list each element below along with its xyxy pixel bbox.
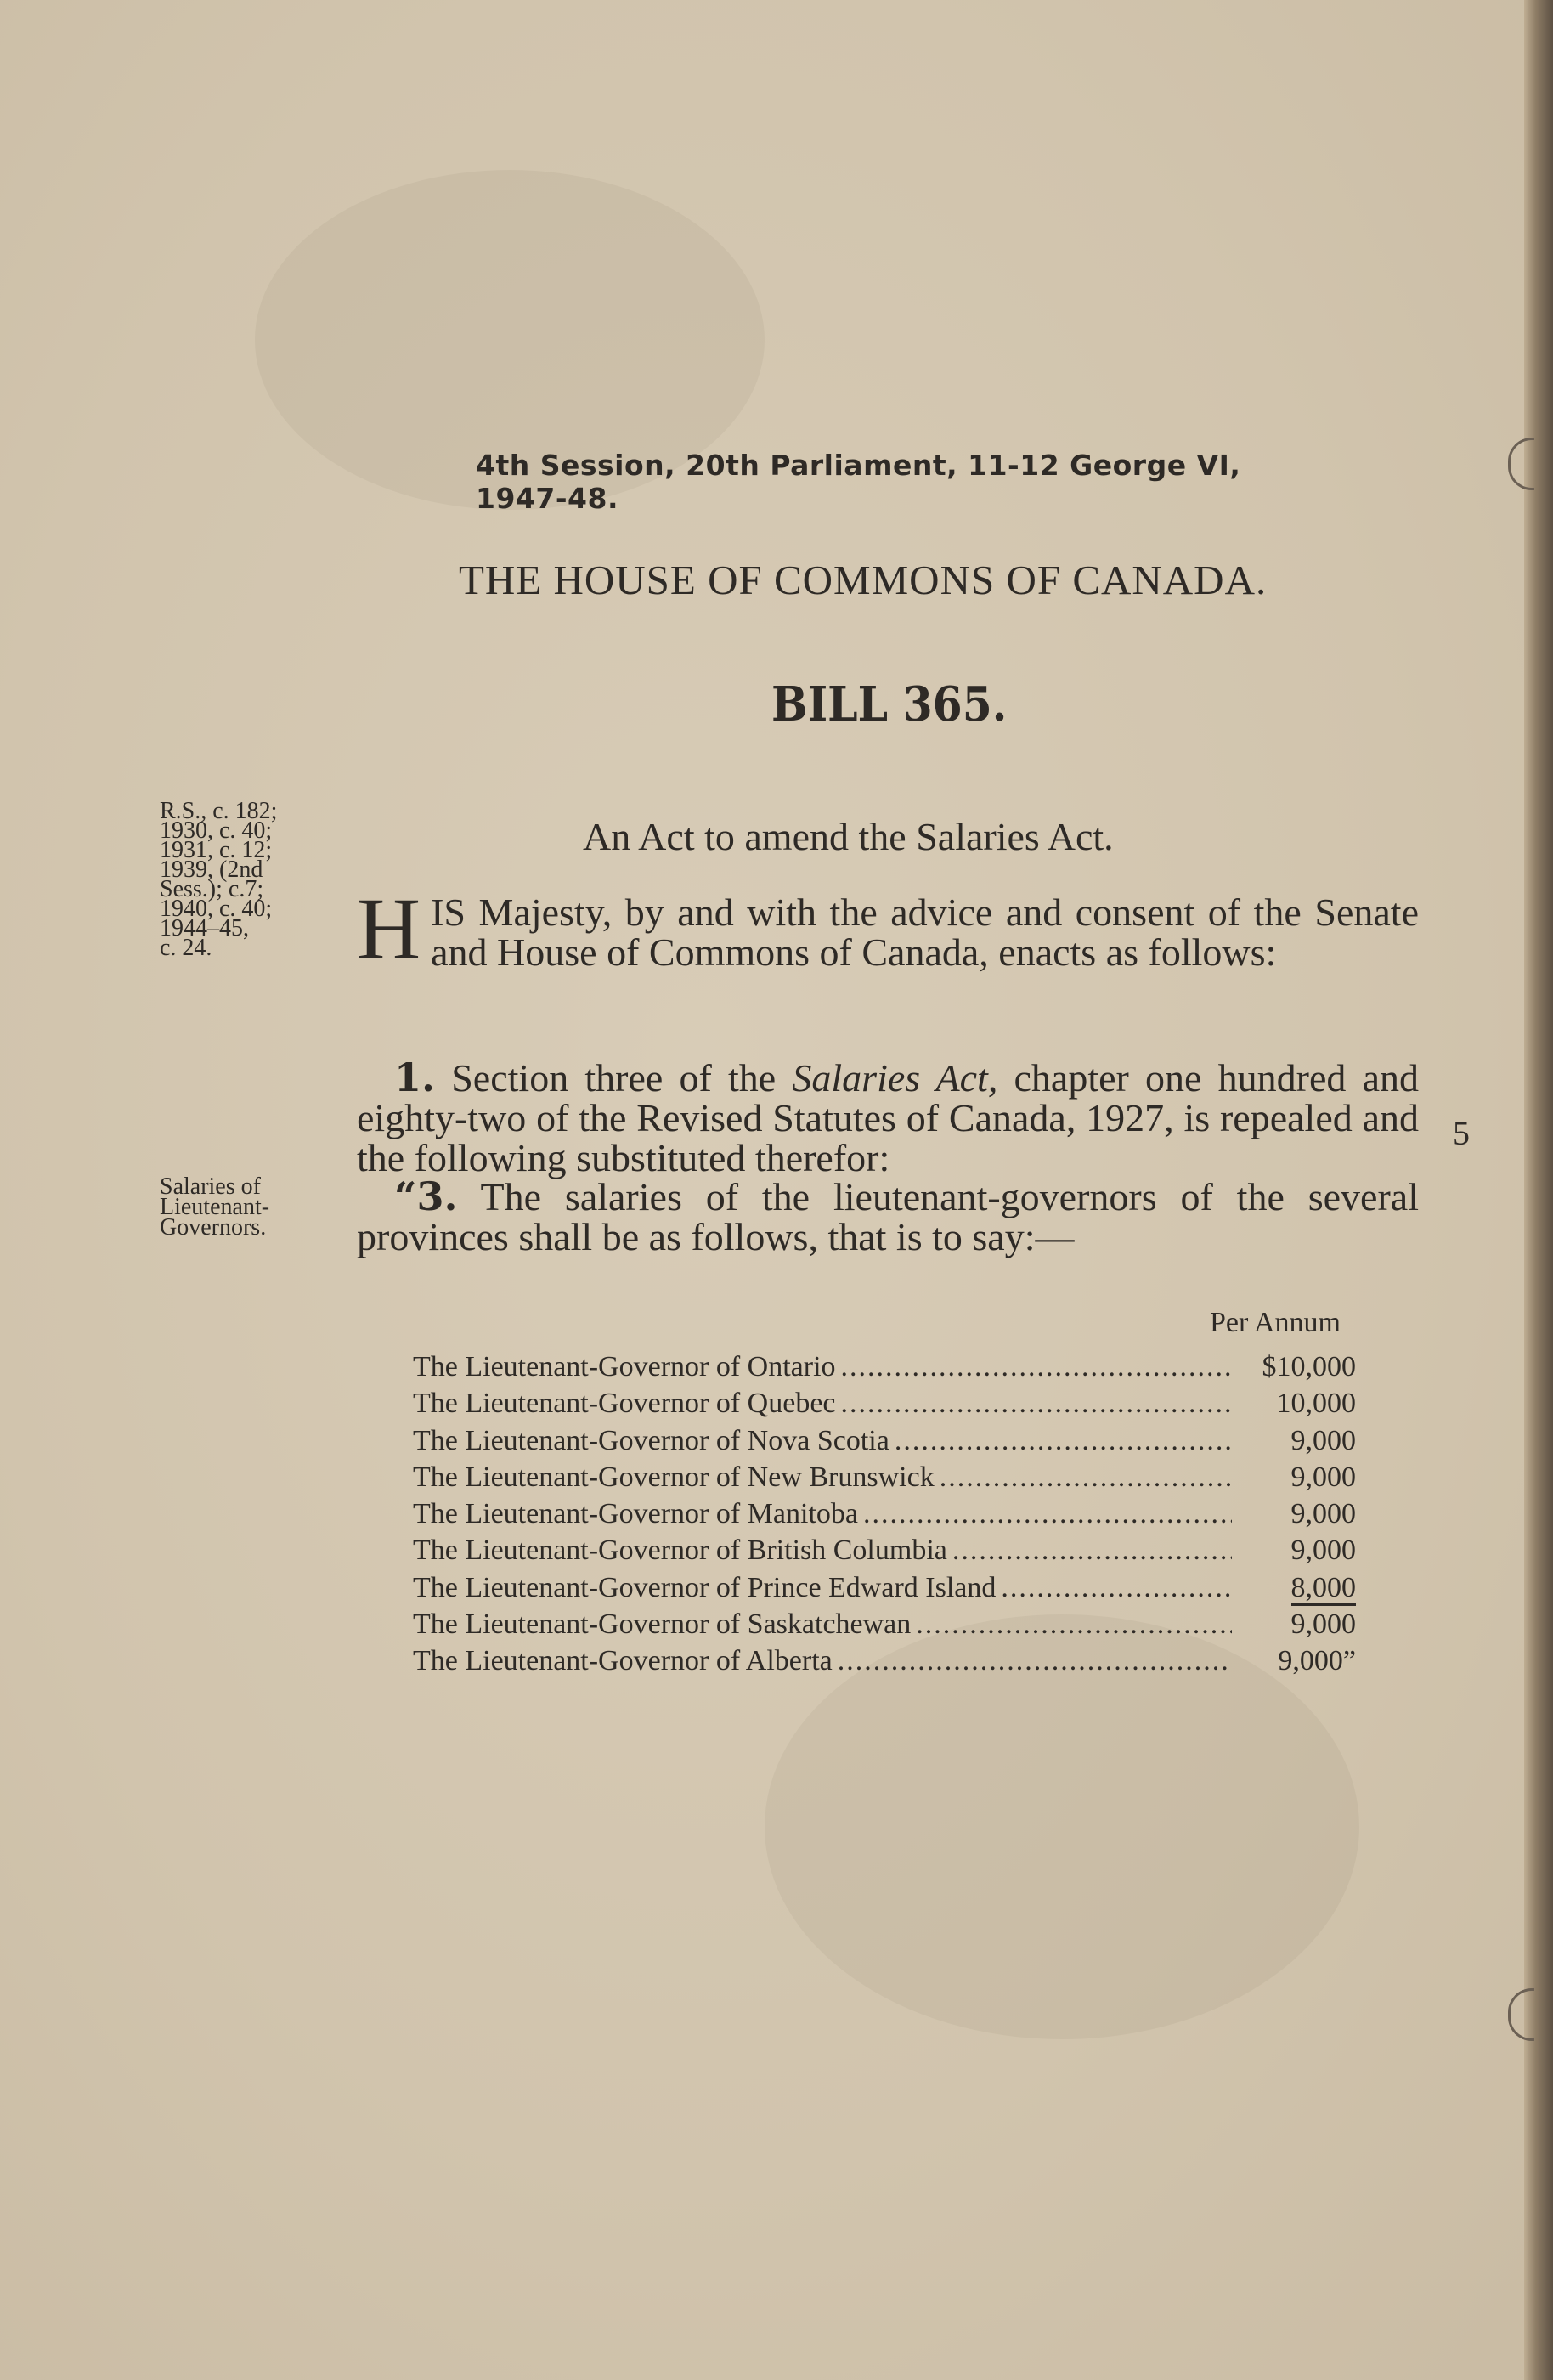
row-label: The Lieutenant-Governor of Quebec [413,1388,836,1420]
margin-note-line: 1940, c. 40; [160,896,273,922]
margin-note-references [160,798,347,961]
table-row [413,1645,1356,1682]
leader-dots [838,1645,1232,1677]
table-row [413,1498,1356,1535]
table-row [413,1425,1356,1461]
row-amount: 9,000” [1278,1645,1356,1677]
section-text: chapter one hundred and eighty-two of the Revised Statutes of Canada, 1927, is repealed and the following substituted therefor: [357,1056,1419,1179]
row-amount: 9,000 [1290,1498,1356,1530]
bill-number: BILL 365. [771,676,1008,732]
table-row [413,1572,1356,1608]
leader-dots [940,1461,1232,1494]
row-label: The Lieutenant-Governor of Manitoba [413,1498,858,1530]
line-number: 5 [1453,1114,1470,1152]
leader-dots [952,1535,1232,1567]
enacting-clause [357,880,1419,978]
table-row [413,1608,1356,1645]
session-header: 4th Session, 20th Parliament, 11-12 George VI, 1947-48. [476,449,1241,515]
margin-note-line: 1930, c. 40; [160,817,273,844]
section-1 [357,1054,1419,1179]
row-amount: 9,000 [1290,1424,1356,1456]
margin-note-line: Lieutenant- [160,1194,270,1220]
row-label: The Lieutenant-Governor of Alberta [413,1645,833,1677]
margin-note-line: R.S., c. 182; [160,798,278,824]
row-label: The Lieutenant-Governor of Prince Edward Island [413,1571,997,1603]
row-label: The Lieutenant-Governor of Nova Scotia [413,1424,889,1456]
row-amount: 9,000 [1290,1608,1356,1641]
leader-dots [1001,1572,1232,1604]
margin-note-line: 1944–45, [160,915,249,941]
leader-dots [841,1388,1233,1420]
table-row [413,1388,1356,1424]
leader-dots [863,1498,1232,1530]
leader-dots [841,1351,1232,1383]
row-amount: 9,000 [1290,1461,1356,1493]
binding-hole-icon [1508,438,1534,490]
leader-dots [916,1608,1232,1641]
section-text: The salaries of the lieutenant-governors of the several provinces shall be as follows, that is to say:— [357,1175,1419,1258]
row-label: The Lieutenant-Governor of New Brunswick [413,1461,935,1493]
leader-dots [895,1425,1232,1457]
row-amount-cell [1237,1572,1356,1604]
row-amount: 9,000 [1290,1535,1356,1567]
row-label: The Lieutenant-Governor of British Columbia [413,1535,947,1567]
act-name: Salaries Act, [792,1056,998,1100]
drop-cap: H [357,880,421,978]
binding-edge [1524,0,1553,2380]
section-number: “3. [394,1173,458,1219]
section-number: 1. [394,1054,436,1100]
binding-hole-icon [1508,1988,1534,2041]
margin-note-line: Governors. [160,1214,267,1241]
salary-table [413,1351,1356,1682]
house-header: THE HOUSE OF COMMONS OF CANADA. [459,557,1268,603]
margin-note-salaries [160,1173,347,1241]
enacting-text: IS Majesty, by and with the advice and consent of the Senate and House of Commons of Canada, enacts as follows: [431,890,1419,974]
margin-note-line: 1931, c. 12; [160,837,273,863]
row-label: The Lieutenant-Governor of Ontario [413,1351,836,1382]
section-text: Section three of the [451,1056,793,1100]
row-amount: 10,000 [1276,1388,1356,1420]
section-3 [357,1173,1419,1258]
row-amount: 8,000 [1291,1572,1357,1606]
margin-note-line: 1939, (2nd [160,856,263,883]
act-title: An Act to amend the Salaries Act. [583,815,1114,858]
table-row [413,1461,1356,1498]
margin-note-line: Salaries of [160,1173,261,1200]
margin-note-line: c. 24. [160,935,212,961]
column-header: Per Annum [1210,1307,1341,1338]
row-label: The Lieutenant-Governor of Saskatchewan [413,1608,912,1641]
table-row [413,1535,1356,1571]
margin-note-line: Sess.); c.7; [160,876,264,902]
row-amount: $10,000 [1262,1351,1356,1382]
table-row [413,1351,1356,1388]
